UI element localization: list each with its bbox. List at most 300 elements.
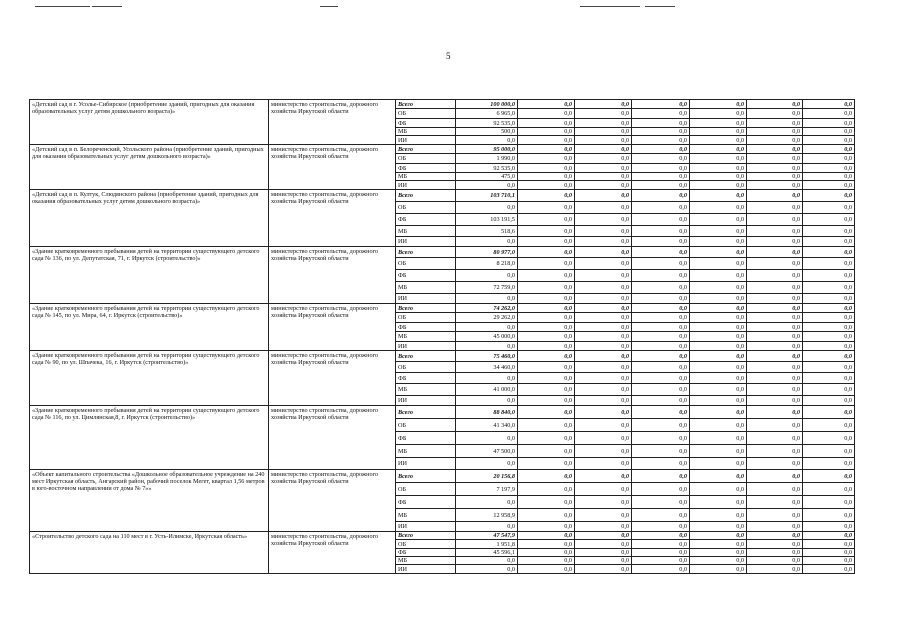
table-row [30,532,855,540]
amount-cell: 0,0 [518,351,575,362]
amount-cell: 47 500,0 [456,445,518,458]
funding-source-label: ИИ [396,396,456,406]
amount-cell: 0,0 [518,496,575,509]
amount-cell: 0,0 [632,270,690,282]
amount-cell: 0,0 [632,362,690,373]
amount-cell: 0,0 [575,373,632,384]
amount-cell: 0,0 [747,565,803,574]
amount-cell: 0,0 [747,342,803,351]
amount-cell: 0,0 [803,282,855,294]
funding-source-label: ОБ [396,419,456,432]
amount-cell: 0,0 [518,190,575,202]
amount-cell: 0,0 [518,342,575,351]
responsible-organization: министерство строительства, дорожного хозяйства Иркутской области [269,532,396,574]
amount-cell: 0,0 [456,202,518,214]
amount-cell: 0,0 [456,522,518,532]
amount-cell: 0,0 [456,342,518,351]
amount-cell: 0,0 [518,565,575,574]
amount-cell: 0,0 [456,373,518,384]
funding-source-label: Всего [396,100,456,109]
amount-cell: 0,0 [575,214,632,226]
amount-cell: 0,0 [690,373,747,384]
amount-cell: 0,0 [632,304,690,313]
amount-cell: 0,0 [518,136,575,145]
amount-cell: 0,0 [632,258,690,270]
amount-cell: 0,0 [575,145,632,154]
amount-cell: 0,0 [632,202,690,214]
amount-cell: 0,0 [690,313,747,323]
amount-cell: 0,0 [632,226,690,237]
amount-cell: 103 710,1 [456,190,518,202]
funding-source-label: ИИ [396,294,456,304]
amount-cell: 0,0 [747,258,803,270]
amount-cell: 0,0 [518,164,575,173]
funding-source-label: ФБ [396,214,456,226]
amount-cell: 0,0 [518,119,575,128]
funding-source-label: МБ [396,173,456,181]
amount-cell: 92 535,0 [456,119,518,128]
amount-cell: 0,0 [690,565,747,574]
amount-cell: 0,0 [632,237,690,247]
amount-cell: 0,0 [456,458,518,470]
amount-cell: 0,0 [803,258,855,270]
table-row [30,190,855,202]
amount-cell: 0,0 [632,509,690,522]
responsible-organization: министерство строительства, дорожного хозяйства Иркутской области [269,470,396,532]
amount-cell: 0,0 [632,323,690,332]
funding-source-label: МБ [396,226,456,237]
amount-cell: 0,0 [690,458,747,470]
amount-cell: 0,0 [747,128,803,136]
amount-cell: 0,0 [575,164,632,173]
amount-cell: 0,0 [690,445,747,458]
amount-cell: 0,0 [747,294,803,304]
amount-cell: 0,0 [632,100,690,109]
amount-cell: 0,0 [575,258,632,270]
amount-cell: 0,0 [747,470,803,483]
amount-cell: 0,0 [690,164,747,173]
funding-source-label: Всего [396,470,456,483]
amount-cell: 0,0 [803,109,855,119]
amount-cell: 0,0 [575,323,632,332]
amount-cell: 0,0 [747,406,803,419]
amount-cell: 0,0 [518,323,575,332]
amount-cell: 0,0 [456,557,518,565]
amount-cell: 0,0 [518,458,575,470]
amount-cell: 0,0 [518,373,575,384]
amount-cell: 0,0 [575,100,632,109]
amount-cell: 95 000,0 [456,145,518,154]
amount-cell: 0,0 [632,532,690,540]
amount-cell: 0,0 [518,406,575,419]
amount-cell: 0,0 [803,154,855,164]
amount-cell: 0,0 [632,496,690,509]
amount-cell: 0,0 [747,522,803,532]
amount-cell: 0,0 [575,304,632,313]
amount-cell: 0,0 [803,496,855,509]
amount-cell: 0,0 [747,226,803,237]
amount-cell: 0,0 [456,432,518,445]
page-number: 5 [446,51,451,61]
table-row [30,304,855,313]
amount-cell: 103 191,5 [456,214,518,226]
amount-cell: 0,0 [747,214,803,226]
amount-cell: 0,0 [575,202,632,214]
table-row [30,145,855,154]
amount-cell: 0,0 [632,470,690,483]
amount-cell: 0,0 [575,445,632,458]
amount-cell: 0,0 [803,202,855,214]
amount-cell: 0,0 [803,128,855,136]
amount-cell: 0,0 [690,351,747,362]
project-description: «Объект капитального строительства «Дошкольное образовательное учреждение на 240 мест Иркутская область, Ангарский район, рабочий поселок Мегет, квартал 1,56 метров в юго-восточном направлении от дома № 7»» [30,470,269,532]
amount-cell: 0,0 [690,509,747,522]
amount-cell: 0,0 [518,470,575,483]
amount-cell: 0,0 [632,557,690,565]
amount-cell: 0,0 [690,181,747,190]
amount-cell: 0,0 [575,190,632,202]
amount-cell: 0,0 [456,396,518,406]
amount-cell: 0,0 [518,270,575,282]
amount-cell: 0,0 [518,332,575,342]
amount-cell: 0,0 [747,119,803,128]
amount-cell: 0,0 [632,247,690,258]
funding-source-label: ИИ [396,522,456,532]
amount-cell: 20 156,8 [456,470,518,483]
amount-cell: 0,0 [518,181,575,190]
amount-cell: 0,0 [690,557,747,565]
amount-cell: 0,0 [690,396,747,406]
funding-source-label: ИИ [396,181,456,190]
amount-cell: 0,0 [803,313,855,323]
amount-cell: 0,0 [747,100,803,109]
amount-cell: 0,0 [632,214,690,226]
amount-cell: 0,0 [575,470,632,483]
amount-cell: 0,0 [690,522,747,532]
amount-cell: 0,0 [690,483,747,496]
amount-cell: 0,0 [632,109,690,119]
amount-cell: 0,0 [518,557,575,565]
amount-cell: 0,0 [747,190,803,202]
amount-cell: 0,0 [575,136,632,145]
amount-cell: 0,0 [518,226,575,237]
amount-cell: 0,0 [803,373,855,384]
funding-source-label: ОБ [396,483,456,496]
amount-cell: 0,0 [803,540,855,549]
amount-cell: 0,0 [747,373,803,384]
amount-cell: 0,0 [518,154,575,164]
amount-cell: 0,0 [518,419,575,432]
amount-cell: 0,0 [803,445,855,458]
amount-cell: 0,0 [632,384,690,396]
amount-cell: 0,0 [575,313,632,323]
amount-cell: 0,0 [632,540,690,549]
amount-cell: 0,0 [575,181,632,190]
table-row [30,406,855,419]
funding-source-label: Всего [396,406,456,419]
responsible-organization: министерство строительства, дорожного хозяйства Иркутской области [269,247,396,304]
amount-cell: 0,0 [690,237,747,247]
amount-cell: 0,0 [690,136,747,145]
amount-cell: 0,0 [690,119,747,128]
amount-cell: 0,0 [518,304,575,313]
amount-cell: 45 000,0 [456,332,518,342]
funding-source-label: Всего [396,190,456,202]
amount-cell: 0,0 [518,532,575,540]
amount-cell: 0,0 [632,445,690,458]
amount-cell: 0,0 [575,342,632,351]
table-row [30,100,855,109]
amount-cell: 0,0 [747,549,803,557]
amount-cell: 0,0 [747,247,803,258]
amount-cell: 0,0 [690,214,747,226]
responsible-organization: министерство строительства, дорожного хозяйства Иркутской области [269,351,396,406]
amount-cell: 0,0 [690,540,747,549]
funding-source-label: ОБ [396,154,456,164]
amount-cell: 0,0 [632,549,690,557]
amount-cell: 0,0 [575,119,632,128]
amount-cell: 0,0 [690,304,747,313]
amount-cell: 80 977,0 [456,247,518,258]
amount-cell: 0,0 [803,565,855,574]
amount-cell: 0,0 [518,362,575,373]
amount-cell: 0,0 [803,406,855,419]
funding-source-label: ФБ [396,164,456,173]
amount-cell: 0,0 [456,136,518,145]
amount-cell: 0,0 [575,154,632,164]
amount-cell: 0,0 [803,549,855,557]
amount-cell: 0,0 [575,173,632,181]
amount-cell: 0,0 [803,181,855,190]
amount-cell: 0,0 [632,119,690,128]
amount-cell: 0,0 [518,522,575,532]
amount-cell: 0,0 [575,549,632,557]
amount-cell: 0,0 [632,190,690,202]
amount-cell: 0,0 [518,202,575,214]
amount-cell: 0,0 [690,154,747,164]
amount-cell: 47 547,9 [456,532,518,540]
amount-cell: 0,0 [575,237,632,247]
amount-cell: 0,0 [518,384,575,396]
amount-cell: 0,0 [747,109,803,119]
amount-cell: 0,0 [690,270,747,282]
amount-cell: 0,0 [632,154,690,164]
amount-cell: 0,0 [690,496,747,509]
amount-cell: 0,0 [747,282,803,294]
amount-cell: 0,0 [575,557,632,565]
amount-cell: 0,0 [575,396,632,406]
amount-cell: 0,0 [803,164,855,173]
amount-cell: 0,0 [747,237,803,247]
amount-cell: 0,0 [803,509,855,522]
scan-artifact-line [92,6,122,7]
amount-cell: 1 951,8 [456,540,518,549]
amount-cell: 0,0 [575,532,632,540]
amount-cell: 0,0 [575,128,632,136]
amount-cell: 0,0 [690,362,747,373]
project-description: «Здание кратковременного пребывания детей на территории существующего детского сада № 136, по ул. Депутатская, 71, г. Иркутск (строительство)» [30,247,269,304]
amount-cell: 0,0 [803,384,855,396]
amount-cell: 0,0 [803,332,855,342]
responsible-organization: министерство строительства, дорожного хозяйства Иркутской области [269,100,396,145]
amount-cell: 0,0 [456,565,518,574]
amount-cell: 0,0 [690,406,747,419]
amount-cell: 518,6 [456,226,518,237]
amount-cell: 0,0 [690,190,747,202]
amount-cell: 0,0 [690,419,747,432]
amount-cell: 0,0 [747,154,803,164]
funding-source-label: МБ [396,128,456,136]
amount-cell: 0,0 [690,100,747,109]
amount-cell: 74 262,0 [456,304,518,313]
amount-cell: 0,0 [747,532,803,540]
amount-cell: 0,0 [632,522,690,532]
amount-cell: 7 197,9 [456,483,518,496]
amount-cell: 0,0 [518,109,575,119]
amount-cell: 0,0 [690,173,747,181]
amount-cell: 0,0 [803,483,855,496]
amount-cell: 0,0 [690,226,747,237]
project-description: «Строительство детского сада на 110 мест в г. Усть-Илимске, Иркутская область» [30,532,269,574]
amount-cell: 0,0 [690,128,747,136]
amount-cell: 88 840,0 [456,406,518,419]
amount-cell: 41 000,0 [456,384,518,396]
amount-cell: 0,0 [632,181,690,190]
amount-cell: 0,0 [747,396,803,406]
amount-cell: 475,0 [456,173,518,181]
amount-cell: 0,0 [575,406,632,419]
table-body [30,100,855,574]
amount-cell: 0,0 [575,332,632,342]
amount-cell: 0,0 [803,226,855,237]
amount-cell: 0,0 [747,419,803,432]
amount-cell: 0,0 [747,313,803,323]
amount-cell: 0,0 [747,445,803,458]
funding-source-label: ФБ [396,373,456,384]
funding-source-label: ИИ [396,342,456,351]
amount-cell: 0,0 [803,190,855,202]
amount-cell: 0,0 [575,294,632,304]
amount-cell: 0,0 [690,202,747,214]
amount-cell: 0,0 [690,109,747,119]
amount-cell: 0,0 [456,181,518,190]
amount-cell: 0,0 [747,384,803,396]
amount-cell: 0,0 [575,565,632,574]
table-row [30,470,855,483]
amount-cell: 0,0 [747,164,803,173]
amount-cell: 8 218,0 [456,258,518,270]
budget-table [29,99,855,574]
funding-source-label: МБ [396,445,456,458]
amount-cell: 0,0 [747,323,803,332]
amount-cell: 0,0 [803,294,855,304]
amount-cell: 0,0 [747,509,803,522]
scan-artifact-line [320,6,338,7]
amount-cell: 75 460,0 [456,351,518,362]
amount-cell: 0,0 [518,445,575,458]
amount-cell: 0,0 [747,496,803,509]
amount-cell: 0,0 [690,332,747,342]
project-description: «Детский сад в п. Белореченский, Усольского района (приобретение зданий, пригодных для оказания образовательных услуг детям дошкольного возраста)» [30,145,269,190]
project-description: «Детский сад в п. Култук, Слюдянского района (приобретение зданий, пригодных для оказания образовательных услуг детям дошкольного возраста)» [30,190,269,247]
amount-cell: 0,0 [575,483,632,496]
amount-cell: 0,0 [690,258,747,270]
funding-source-label: МБ [396,557,456,565]
amount-cell: 0,0 [632,294,690,304]
scan-artifact-line [580,6,640,7]
amount-cell: 0,0 [747,136,803,145]
funding-source-label: ОБ [396,109,456,119]
amount-cell: 0,0 [632,173,690,181]
funding-source-label: ФБ [396,119,456,128]
table-row [30,247,855,258]
amount-cell: 0,0 [518,282,575,294]
amount-cell: 0,0 [803,557,855,565]
amount-cell: 0,0 [575,540,632,549]
amount-cell: 0,0 [803,119,855,128]
amount-cell: 0,0 [575,282,632,294]
amount-cell: 0,0 [747,173,803,181]
funding-source-label: ФБ [396,323,456,332]
amount-cell: 0,0 [803,237,855,247]
amount-cell: 0,0 [575,351,632,362]
amount-cell: 0,0 [518,128,575,136]
funding-source-label: ОБ [396,258,456,270]
scan-artifact-line [645,6,675,7]
amount-cell: 45 596,1 [456,549,518,557]
amount-cell: 0,0 [632,565,690,574]
amount-cell: 0,0 [518,237,575,247]
amount-cell: 0,0 [803,342,855,351]
funding-source-label: Всего [396,532,456,540]
amount-cell: 0,0 [690,145,747,154]
amount-cell: 0,0 [518,145,575,154]
amount-cell: 0,0 [518,258,575,270]
amount-cell: 0,0 [518,214,575,226]
funding-source-label: ИИ [396,237,456,247]
amount-cell: 0,0 [690,549,747,557]
project-description: «Здание кратковременного пребывания детей на территории существующего детского сада № 145, по ул. Мира, 64, г. Иркутск (строительство)» [30,304,269,351]
amount-cell: 0,0 [747,362,803,373]
amount-cell: 0,0 [690,532,747,540]
amount-cell: 0,0 [518,100,575,109]
amount-cell: 0,0 [632,145,690,154]
scan-artifact-line [35,6,90,7]
amount-cell: 29 262,0 [456,313,518,323]
funding-source-label: ОБ [396,313,456,323]
amount-cell: 12 958,9 [456,509,518,522]
funding-source-label: ФБ [396,270,456,282]
amount-cell: 0,0 [518,396,575,406]
funding-source-label: ФБ [396,549,456,557]
amount-cell: 0,0 [456,270,518,282]
amount-cell: 34 460,0 [456,362,518,373]
amount-cell: 0,0 [575,226,632,237]
funding-source-label: МБ [396,384,456,396]
amount-cell: 0,0 [747,458,803,470]
amount-cell: 0,0 [575,384,632,396]
funding-source-label: ИИ [396,458,456,470]
amount-cell: 0,0 [803,419,855,432]
funding-source-label: ОБ [396,540,456,549]
amount-cell: 0,0 [803,522,855,532]
amount-cell: 0,0 [632,128,690,136]
funding-source-label: МБ [396,332,456,342]
amount-cell: 0,0 [690,323,747,332]
amount-cell: 0,0 [690,384,747,396]
amount-cell: 0,0 [632,282,690,294]
amount-cell: 0,0 [456,323,518,332]
